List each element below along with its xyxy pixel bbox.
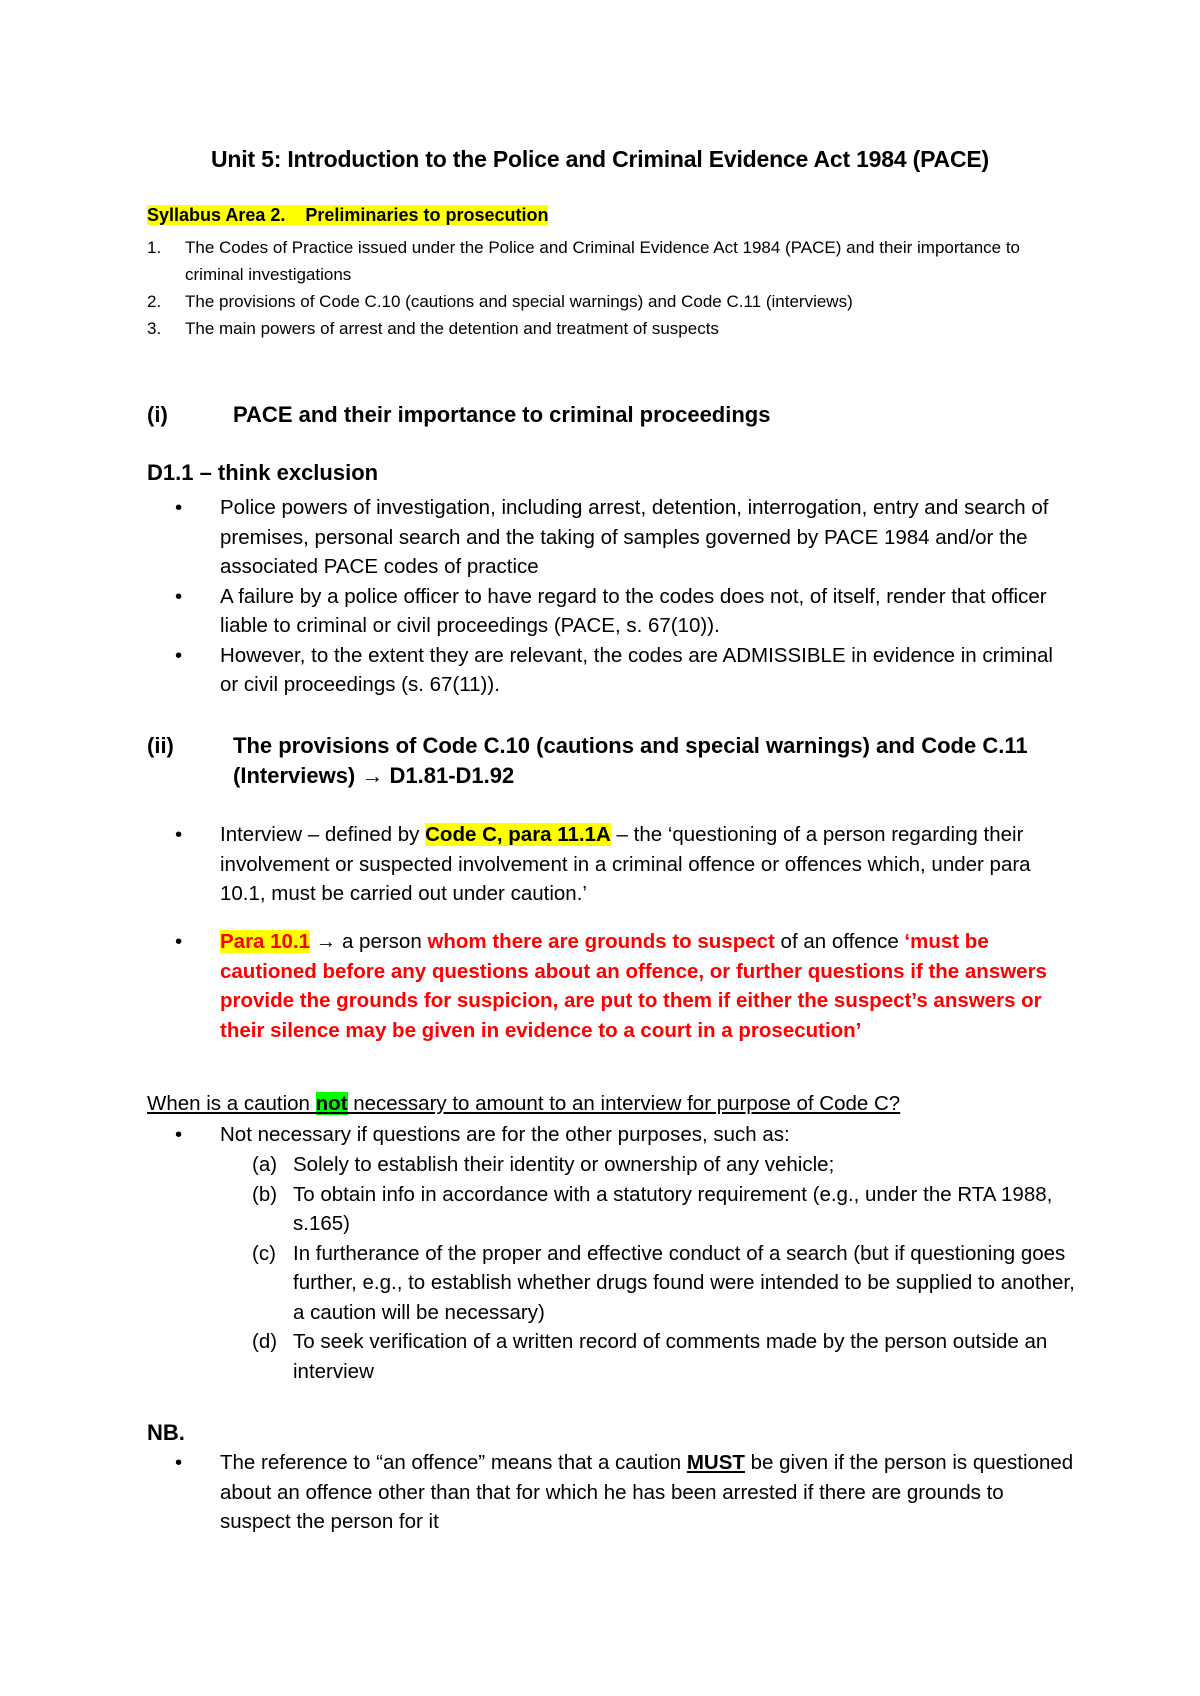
bullet: • [175,643,183,667]
bullet: • [175,823,183,846]
syllabus-heading [147,205,548,226]
list-item [175,927,1075,1045]
list-item-text: To obtain info in accordance with a statutory requirement (e.g., under the RTA 1988, s.165) [293,1182,1053,1235]
bullet-text [220,1448,1075,1537]
text-run: The reference to “an offence” means that a caution [220,1451,687,1474]
list-item [252,1239,1082,1328]
must-emphasis: MUST [686,1451,745,1474]
syllabus-list [147,234,1067,342]
page-title: Unit 5: Introduction to the Police and Criminal Evidence Act 1984 (PACE) [211,146,989,172]
nb-bullets [175,1448,1075,1537]
list-item [252,1180,1082,1239]
list-letter: (c) [252,1241,276,1265]
list-item [147,234,1067,288]
not-necessary-bullet [175,1120,1075,1150]
para-10-1 [175,927,1075,1045]
section-heading-text-cont: (Interviews) → D1.81-D1.92 [233,763,515,788]
bullet: • [175,584,183,608]
bullet-text [220,820,1075,909]
caution-question [147,1092,900,1116]
list-item [175,641,1075,700]
nb-heading: NB. [147,1420,185,1445]
bullet-text: A failure by a police officer to have regard to the codes does not, of itself, render that officer liable to criminal or civil proceedings (PACE, s. 67(10)). [220,584,1047,637]
list-letter: (a) [252,1153,278,1176]
list-item [147,315,1067,342]
section-heading-text: PACE and their importance to criminal proceedings [233,402,771,427]
list-item [175,1120,1075,1150]
list-number: 2. [147,292,162,311]
bullet: • [175,930,183,953]
list-item-text: Solely to establish their identity or ownership of any vehicle; [293,1153,835,1176]
list-item-text: In furtherance of the proper and effective conduct of a search (but if questioning goes further, e.g., to establish whether drugs found were intended to be supplied to another, a caution will be necessary) [293,1241,1075,1324]
text-run: – the ‘questioning of a person regarding their involvement or suspected involvement in a criminal offence or offences which, under para 10.1, must be carried out under caution.’ [220,823,1031,905]
list-item-text: To seek verification of a written record of comments made by the person outside an interview [293,1330,1048,1383]
text-run: → a person [310,930,428,953]
list-item [252,1150,1082,1180]
not-highlight: not [315,1092,348,1115]
text-run-red: whom there are grounds to suspect [427,930,775,953]
list-item [175,582,1075,641]
section-heading-text: The provisions of Code C.10 (cautions and special warnings) and Code C.11 [233,733,1028,758]
list-item [175,1448,1075,1537]
list-item [175,820,1075,909]
list-letter: (d) [252,1330,278,1353]
purpose-list [252,1150,1082,1386]
list-item [252,1327,1082,1386]
list-letter: (b) [252,1182,278,1206]
bullet-text: Police powers of investigation, including arrest, detention, interrogation, entry and search of premises, personal search and the taking of samples governed by PACE 1984 and/or the associated PACE codes of practice [220,496,1049,578]
subheading-d1-1: D1.1 – think exclusion [147,460,379,485]
bullet-text: Not necessary if questions are for the other purposes, such as: [220,1123,790,1146]
roman-numeral: (i) [147,402,168,427]
list-item-text: The provisions of Code C.10 (cautions and special warnings) and Code C.11 (interviews) [185,292,853,311]
text-run: When is a caution [147,1092,316,1115]
list-number: 1. [147,238,162,257]
code-c-highlight: Code C, para 11.1A [425,823,611,846]
list-item-text: The Codes of Practice issued under the Police and Criminal Evidence Act 1984 (PACE) and their importance to criminal investigations [185,238,1021,284]
text-run: Interview – defined by [220,823,426,846]
section-heading-2 [147,731,1097,791]
interview-definition [175,820,1075,909]
text-run: of an offence [774,930,905,953]
syllabus-heading-text: Syllabus Area 2. Preliminaries to prosecution [147,205,549,225]
text-run: necessary to amount to an interview for purpose of Code C? [347,1092,901,1115]
bullet: • [175,1451,183,1474]
para-label-highlight: Para 10.1 [220,930,311,953]
bullet: • [175,1123,183,1146]
section1-bullets [175,493,1075,700]
list-item-text: The main powers of arrest and the detention and treatment of suspects [185,319,719,338]
bullet-text: However, to the extent they are relevant, the codes are ADMISSIBLE in evidence in criminal or civil proceedings (s. 67(11)). [220,643,1053,696]
bullet: • [175,496,183,519]
list-item [175,493,1075,582]
list-item [147,288,1067,315]
bullet-text [220,927,1075,1045]
text-run-red: ‘must be cautioned before any questions about an offence, or further questions if the answers provide the grounds for suspicion, are put to them if either the suspect’s answers or their silence may be given in evidence to a court in a prosecution’ [220,930,1047,1042]
section-heading-1 [147,402,770,428]
list-number: 3. [147,319,162,338]
text-run: be given if the person is questioned about an offence other than that for which he has been arrested if there are grounds to suspect the person for it [220,1451,1074,1533]
roman-numeral: (ii) [147,733,174,758]
